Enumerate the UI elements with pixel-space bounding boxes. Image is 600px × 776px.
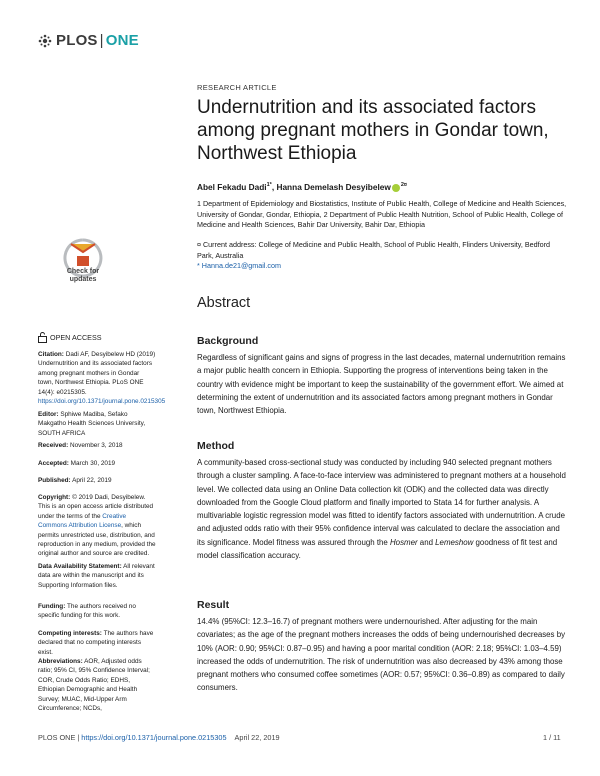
citation-doi-link[interactable]: https://doi.org/10.1371/journal.pone.0215305: [38, 398, 166, 406]
received: [38, 441, 156, 450]
open-access: [38, 332, 102, 343]
citation-label: Citation:: [38, 351, 64, 358]
funding: [38, 602, 156, 621]
logo-separator: |: [99, 32, 104, 49]
authors: [197, 182, 407, 192]
citation-text: Dadi AF, Desyibelew HD (2019) Undernutrition and its associated factors among pregnant mothers in Gondar town, Northwest Ethiopia. PLoS ONE 14(4): e0215305.: [38, 351, 156, 396]
orcid-icon[interactable]: [392, 184, 400, 192]
article-type: RESEARCH ARTICLE: [197, 83, 277, 92]
citation: [38, 350, 166, 406]
current-address-block: [197, 240, 567, 272]
copyright-text-end: , which permits unrestricted use, distribution, and reproduction in any medium, provided the original author and source are credited.: [38, 522, 156, 558]
logo-one: ONE: [105, 32, 139, 49]
page-number: 1 / 11: [543, 733, 561, 742]
title-line: Undernutrition and its associated factors: [197, 97, 537, 118]
competing-interests-label: Competing interests:: [38, 630, 102, 637]
author-superscript: 2: [400, 182, 404, 189]
method-text: A community-based cross-sectional study was conducted by including 940 selected pregnant mothers through a cluster sampling. A face-to-face interview was administered to pregnant mothers at a household level. We collected data using an Online Data collection kit (ODK) and the collected data was directly downloaded from the Google Cloud platform and finally imported to Stata 14 for further analysis. A multivariable logistic regression model was fitted to identify factors associated with undernutrition. A crude and adjusted odds ratio with their 95% confidence interval was calculated to declare the association and its significance. Model fitness was assured through the: [197, 458, 566, 547]
author-separator: ,: [271, 182, 277, 192]
check-updates-line1: Check for: [66, 268, 100, 275]
article-title: [197, 96, 567, 165]
abbreviations-label: Abbreviations:: [38, 658, 83, 665]
plos-logo-icon: [38, 34, 52, 48]
method-paragraph: [197, 456, 567, 562]
result-paragraph: 14.4% (95%CI: 12.3–16.7) of pregnant mothers were undernourished. After adjusting for the main covariates; as the age of the pregnant mothers increases the odds of being undernourished decreases by 10% (AOR: 0.90; 95%CI: 0.87–0.95) and having a poor marital condition (AOR: 2.18; 95%CI: 1.03–4.59) increased the odds of undernutrition. The risk of undernutrition was also decreased by 43% among those pregnant mothers who consumed coffee sometimes (AOR: 0.57; 95%CI: 0.36–0.89) as compared to daily consumers.: [197, 617, 566, 693]
author-superscript: 1*: [266, 182, 272, 189]
method-italic: Hosmer: [389, 537, 418, 547]
method-text: and: [417, 537, 436, 547]
editor-label: Editor:: [38, 411, 59, 418]
copyright: [38, 493, 156, 559]
copyright-label: Copyright:: [38, 494, 71, 501]
editor: [38, 410, 156, 438]
background-heading: Background: [197, 335, 259, 347]
footer-doi-link[interactable]: https://doi.org/10.1371/journal.pone.0215305: [81, 733, 227, 742]
result-heading: Result: [197, 599, 230, 611]
competing-interests: [38, 629, 156, 657]
published-text: April 22, 2019: [70, 477, 112, 484]
method-heading: Method: [197, 440, 235, 452]
published: [38, 476, 156, 485]
open-lock-icon: [38, 332, 47, 343]
footer-journal: PLOS ONE |: [38, 733, 82, 742]
abstract-heading: Abstract: [197, 295, 251, 311]
funding-label: Funding:: [38, 603, 66, 610]
abbreviations: [38, 657, 156, 713]
funding-text: The authors received no specific funding for this work.: [38, 603, 136, 620]
accepted-text: March 30, 2019: [68, 460, 116, 467]
accepted-label: Accepted:: [38, 460, 69, 467]
editor-text: Sphiwe Madiba, Sefako Makgatho Health Sciences University, SOUTH AFRICA: [38, 411, 146, 437]
method-text: goodness of fit test and model classification accuracy.: [197, 537, 558, 561]
author-name[interactable]: Abel Fekadu Dadi: [197, 182, 267, 192]
current-address: ¤ Current address: College of Medicine and Public Health, School of Public Health, Flinders University, Bedford Park, Australia: [197, 240, 551, 260]
author-name[interactable]: Hanna Demelash Desyibelew: [276, 182, 391, 192]
logo-plos: PLOS: [56, 32, 98, 49]
author-superscript: ¤: [403, 182, 407, 189]
received-label: Received:: [38, 442, 69, 449]
check-for-updates-label[interactable]: [60, 268, 106, 284]
data-availability-text: All relevant data are within the manuscript and its Supporting Information files.: [38, 563, 155, 589]
plos-one-logo[interactable]: [38, 32, 139, 49]
open-access-label: OPEN ACCESS: [50, 333, 102, 342]
data-availability-label: Data Availability Statement:: [38, 563, 122, 570]
method-italic: Lemeshow: [435, 537, 474, 547]
competing-interests-text: The authors have declared that no competing interests exist.: [38, 630, 154, 656]
footer-date: April 22, 2019: [234, 733, 280, 742]
title-line: Northwest Ethiopia: [197, 143, 357, 164]
corresponding-email[interactable]: * Hanna.de21@gmail.com: [197, 261, 282, 270]
copyright-text: © 2019 Dadi, Desyibelew. This is an open access article distributed under the terms of the: [38, 494, 154, 520]
received-text: November 3, 2018: [68, 442, 123, 449]
abbreviations-text: AOR, Adjusted odds ratio; 95% CI, 95% Confidence Interval; COR, Crude Odds Ratio; EDHS, Ethiopian Demographic and Health Survey; MUAC, Mid-Upper Arm Circumference; NCDs,: [38, 658, 150, 713]
data-availability: [38, 562, 156, 590]
affiliations: 1 Department of Epidemiology and Biostatistics, Institute of Public Health, College of Medicine and Health Sciences, University of Gondar, Gondar, Ethiopia, 2 Department of Public Health Nutrition, School of Public Health, College of Medicine and Health Sciences, Bahir Dar University, Bahir Dar, Ethiopia: [197, 199, 567, 229]
published-label: Published:: [38, 477, 71, 484]
footer: [38, 733, 280, 742]
accepted: [38, 459, 156, 468]
license-link[interactable]: Creative Commons Attribution License: [38, 512, 127, 530]
check-updates-line2: updates: [69, 276, 97, 283]
background-paragraph: Regardless of significant gains and signs of progress in the last decades, maternal undernutrition remains a major public health concern in Ethiopia. Supporting the progress of interventions being taken in the country with evidence might be important to keep the sustainability of the government effort. We aimed at determining the extent of undernutrition and its associated factors among pregnant mothers in Gondar town, Northwest Ethiopia.: [197, 353, 566, 416]
title-line: among pregnant mothers in Gondar town,: [197, 120, 549, 141]
